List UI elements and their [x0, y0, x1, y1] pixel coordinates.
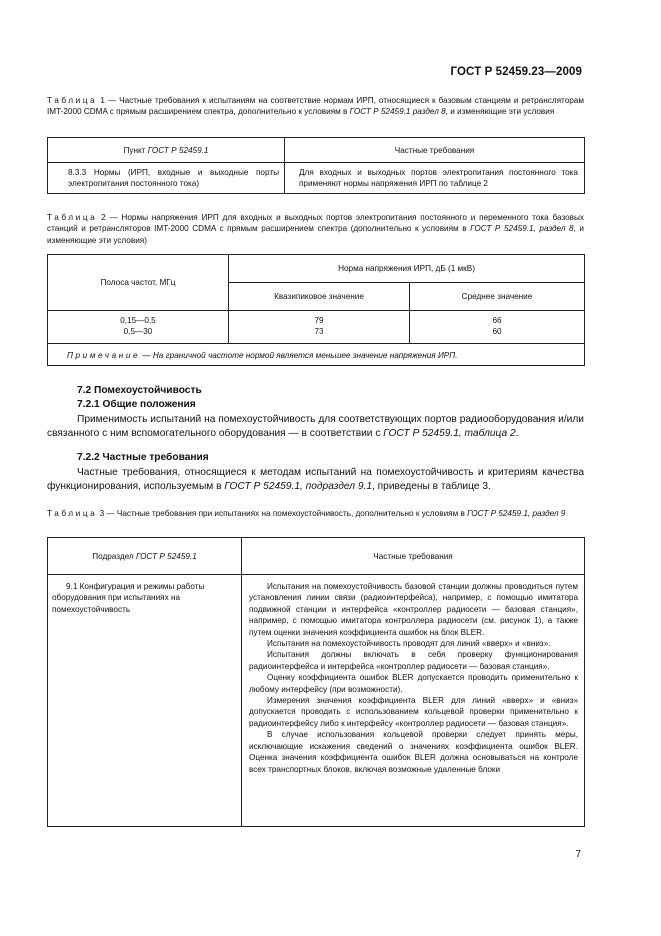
table3-caption-ref: ГОСТ Р 52459.1, раздел 9 [467, 509, 566, 518]
section-7-2-1-heading: 7.2.1 Общие положения [77, 399, 196, 410]
table2-row2-freq: 0,5—30 [123, 327, 153, 337]
table2-header-norm: Норма напряжения ИРП, дБ (1 мкВ) [229, 255, 585, 283]
table3-para-4: Оценку коэффициента ошибок BLER допускается проводить применительно к любому интерфейсу (при возможности). [249, 673, 578, 694]
section-7-2-heading: 7.2 Помехоустойчивость [77, 385, 202, 396]
table3-row-col2 [242, 575, 585, 827]
table2-note-lead: Примечание [67, 350, 141, 360]
table2-avg-cell [410, 311, 585, 344]
table3-header-col1: Подраздел ГОСТ Р 52459.1 [48, 538, 242, 575]
section-7-2-1-paragraph: Применимость испытаний на помехоустойчивость для соответствующих портов радиооборудования и/или связанного с ним вспомогательного оборудования — в соответствии с ГОСТ Р 52459.1, таблица 2. [47, 414, 584, 440]
table1-row-col2: Для входных и выходных портов электропитания постоянного тока применяют нормы напряжения ИРП по таблице 2 [285, 163, 585, 194]
section-7-2-2-paragraph: Частные требования, относящиеся к методам испытаний на помехоустойчивость и критериям качества функционирования, используемым в ГОСТ Р 52459.1, подраздел 9.1, приведены в таблице 3. [47, 467, 584, 493]
table3-para-3: Испытания должны включать в себя проверку функционирования радиоинтерфейса и интерфейса «контроллер радиосети — базовая станция». [249, 650, 578, 671]
table1-row-col1: 8.3.3 Нормы (ИРП, входные и выходные порты электропитания постоянного тока) [48, 163, 285, 194]
table3-row-col1: 9.1 Конфигурация и режимы работы оборудования при испытаниях на помехоустойчивость [48, 575, 242, 827]
table-1 [47, 137, 585, 194]
table2-note [48, 344, 585, 366]
table2-row1-qp: 79 [314, 316, 324, 325]
table2-caption-ref: ГОСТ Р 52459.1, раздел 8 [470, 224, 574, 234]
table2-row2-avg: 60 [492, 327, 502, 337]
table1-caption-ref: ГОСТ Р 52459.1 раздел 8 [349, 107, 446, 117]
page-number: 7 [575, 849, 581, 860]
table2-qp-cell [229, 311, 410, 344]
table1-header-col2: Частные требования [285, 138, 585, 163]
table2-row2-qp: 73 [314, 327, 324, 337]
table1-caption-lead: Таблица [47, 96, 98, 105]
table3-para-1: Испытания на помехоустойчивость базовой станции должны проводиться путем установления линии связи (радиоинтерфейса), например, с помощью имитатора подвижной станции и интерфейса «контроллер радиосети — базовая станция», например, с помощью имитатора контроллера радиосети (см. рисунок 1), а также путем оценки значения коэффициента ошибок на блок BLER. [249, 582, 578, 637]
table2-caption-text: 2 — Нормы напряжения ИРП для входных и выходных портов электропитания постоянного и переменного тока базовых станций и ретрансляторов IMT-2000 CDMA с прямым расширением спектра (дополнительно к условиям в [47, 213, 584, 234]
table3-para-5: Измерения значения коэффициента BLER для линий «вверх» и «вниз» допускается проводить с использованием кольцевой проверки применительно к радиоинтерфейсу либо к интерфейсу «контроллер радиосети — базовая станция». [249, 696, 578, 728]
table1-caption [47, 95, 584, 118]
table2-caption-tail: , и изменяющие эти условия) [47, 224, 585, 245]
document-id-header: ГОСТ Р 52459.23—2009 [450, 66, 582, 78]
table3-caption-lead: Таблица [47, 509, 98, 518]
table2-freq-cell [48, 311, 229, 344]
table1-header-col1: Пункт ГОСТ Р 52459.1 [48, 138, 285, 163]
table2-row1-avg: 66 [492, 316, 502, 325]
table3-caption-text: 3 — Частные требования при испытаниях на помехоустойчивость, дополнительно к условиям в [97, 509, 468, 518]
table3-para-6: В случае использования кольцевой проверки следует принять меры, исключающие искажения сведений о значениях коэффициента ошибок BLER. Оценка значения коэффициента ошибок BLER должна основываться на контроле всех транспортных блоков, включая возможные удаленные блоки [249, 730, 578, 774]
table2-row1-freq: 0,15—0,5 [120, 316, 156, 325]
table2-header-freq: Полоса частот, МГц [48, 255, 229, 311]
table3-para-2: Испытания на помехоустойчивость проводят для линий «вверх» и «вниз». [267, 639, 551, 649]
table1-caption-tail: , и изменяющие эти условия [445, 107, 555, 117]
table3-caption [47, 508, 584, 519]
table-3 [47, 537, 585, 827]
table2-header-avg: Среднее значение [410, 283, 585, 311]
section-7-2-2-heading: 7.2.2 Частные требования [77, 452, 209, 463]
table2-note-text: — На граничной частоте нормой является меньшее значение напряжения ИРП. [140, 350, 458, 360]
table3-header-col2: Частные требования [242, 538, 585, 575]
table-2 [47, 254, 585, 366]
table1-caption-text: 1 — Частные требования к испытаниям на соответствие нормам ИРП, относящиеся к базовым станциям и ретрансляторам IMT-2000 CDMA с прямым расширением спектра, дополнительно к условиям в [47, 96, 584, 117]
table2-caption [47, 212, 584, 246]
table2-caption-lead: Таблица [47, 213, 98, 222]
table2-header-qp: Квазипиковое значение [229, 283, 410, 311]
